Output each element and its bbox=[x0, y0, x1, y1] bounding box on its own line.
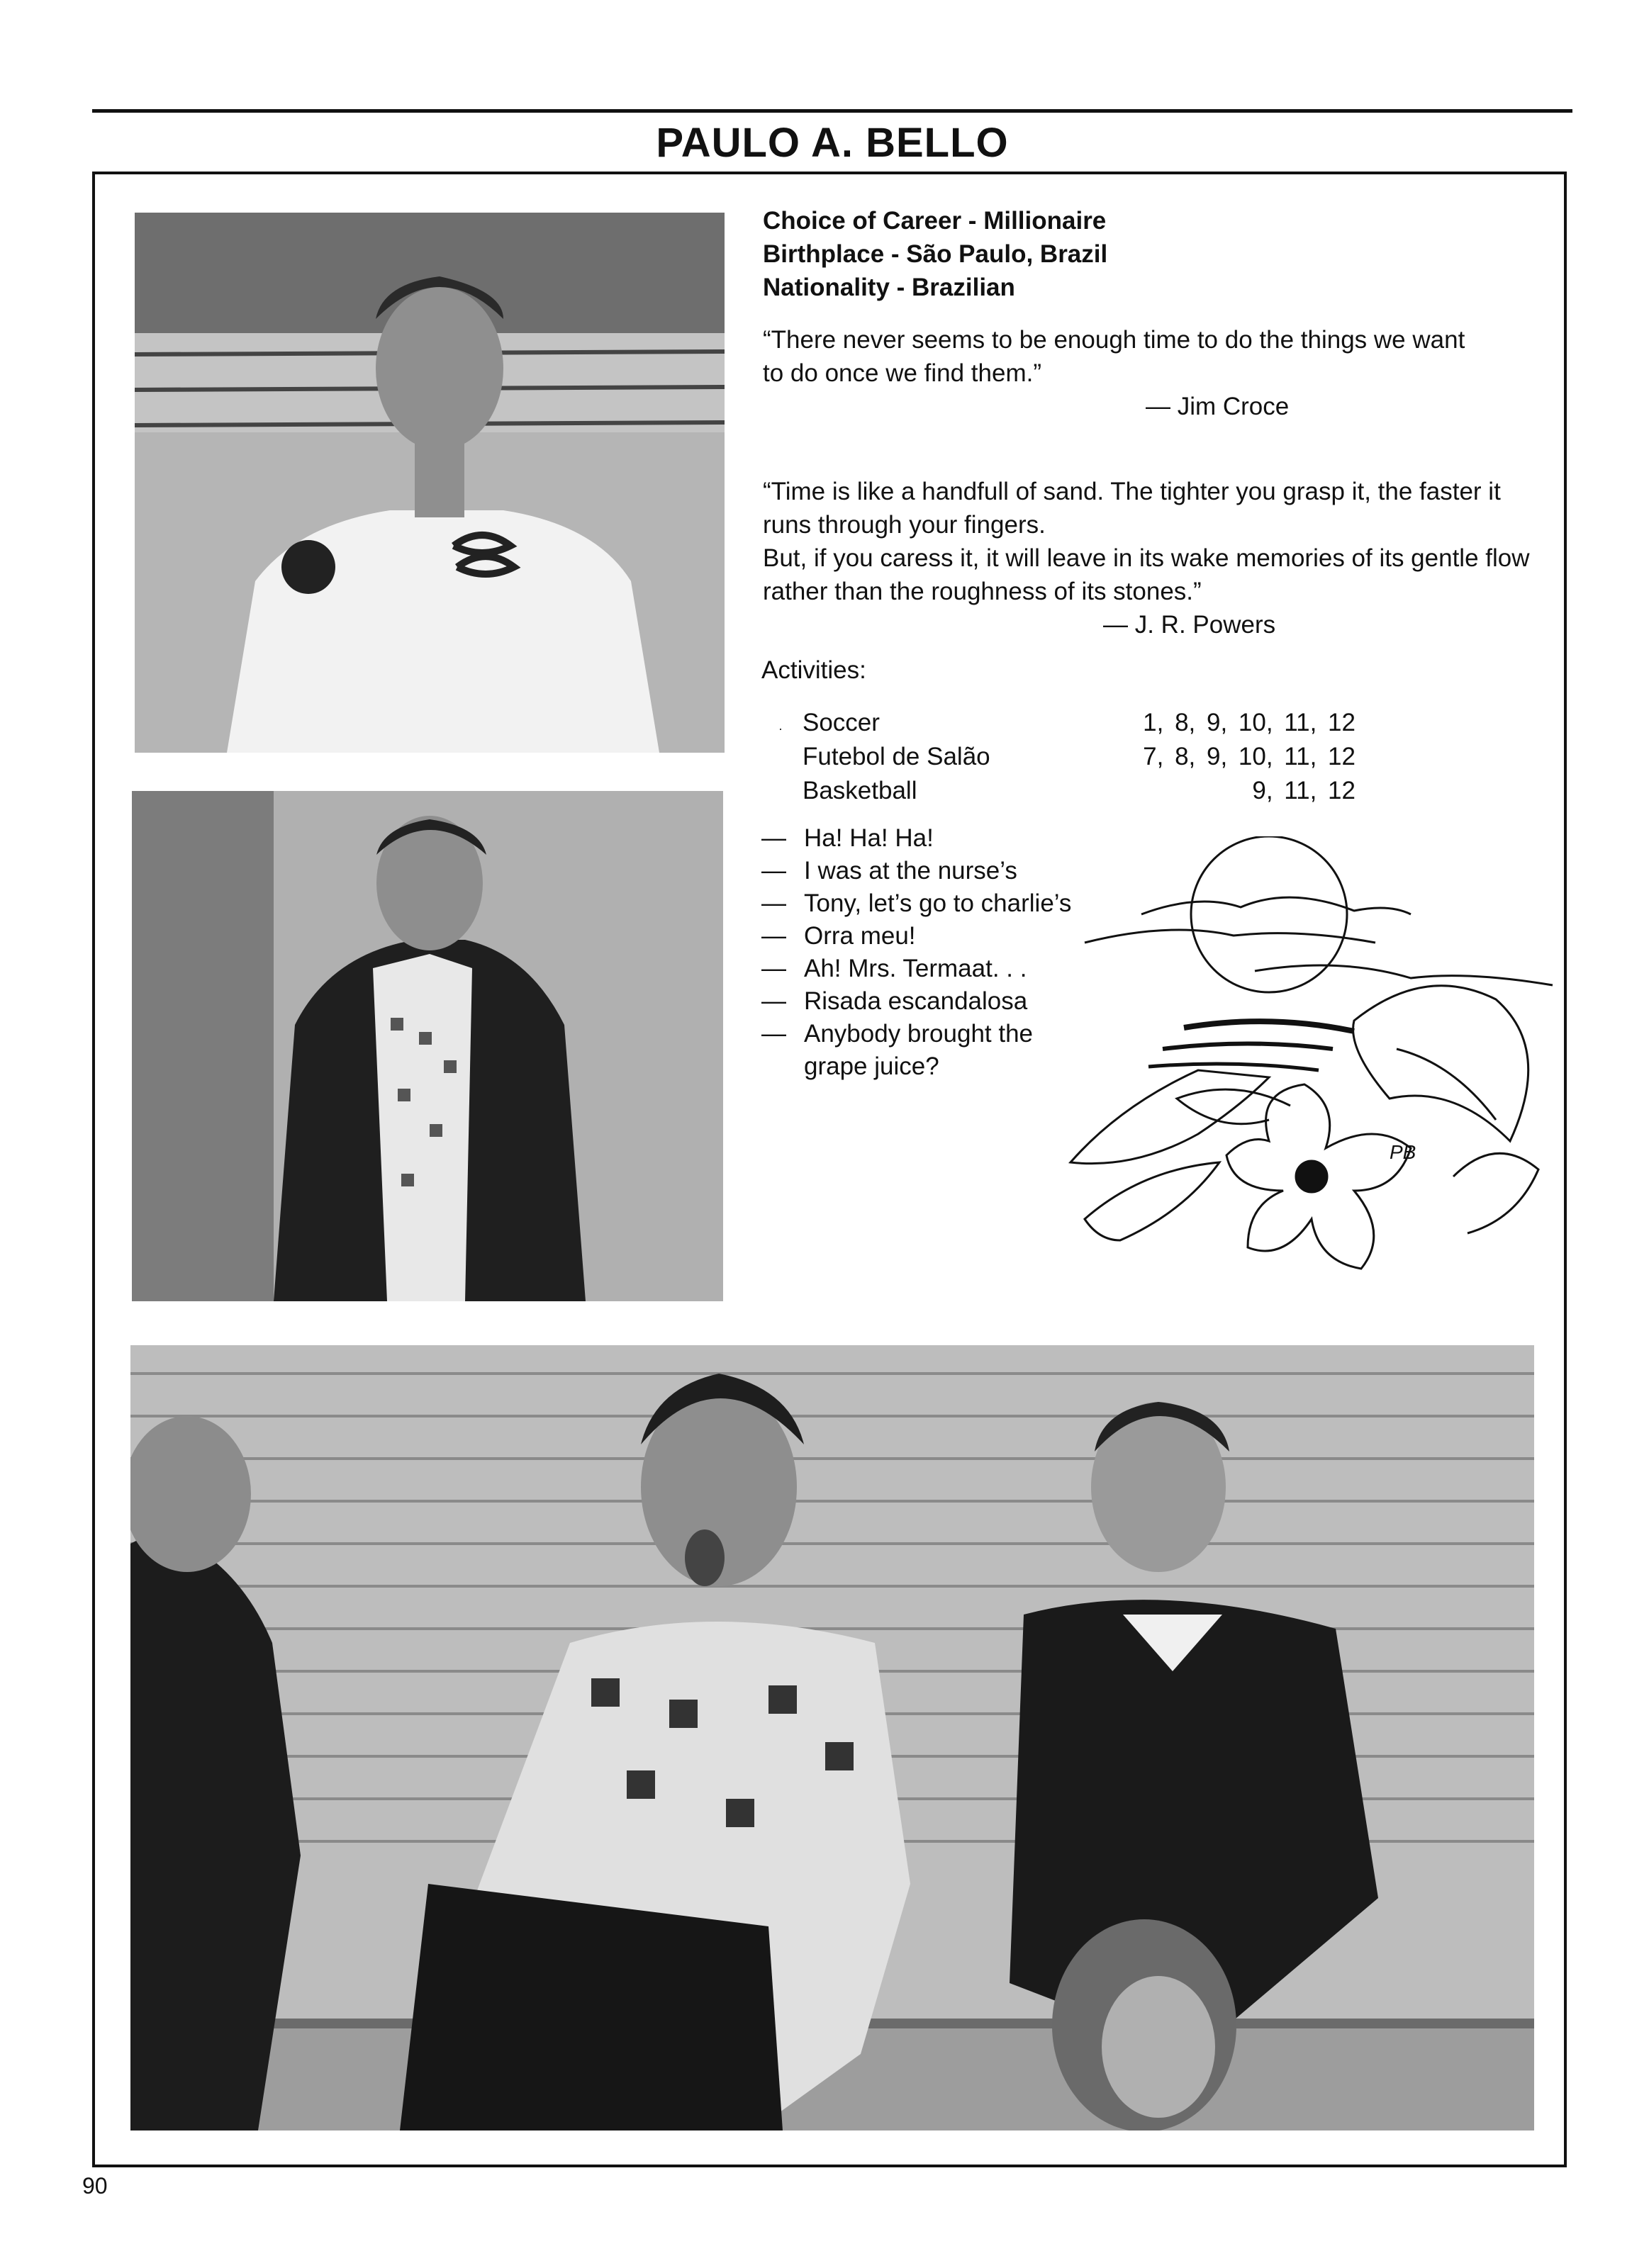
artist-initials: PB bbox=[1390, 1141, 1416, 1163]
quote-croce bbox=[763, 323, 1550, 423]
sayings-list bbox=[761, 822, 1071, 1083]
activity-name: Futebol de Salão bbox=[803, 743, 990, 770]
saying-item: — I was at the nurse’s bbox=[761, 857, 1017, 885]
saying-item: — Risada escandalosa bbox=[761, 987, 1028, 1015]
page-number: 90 bbox=[82, 2173, 108, 2199]
activity-row bbox=[803, 774, 1355, 808]
quote-line: “Time is like a handfull of sand. The tighter you grasp it, the faster it runs through your fingers. bbox=[763, 478, 1501, 539]
activities-list bbox=[803, 706, 1355, 808]
fact-career: Choice of Career - Millionaire bbox=[763, 207, 1107, 235]
portrait-photo-blazer bbox=[132, 791, 723, 1301]
fact-nationality: Nationality - Brazilian bbox=[763, 274, 1015, 301]
bio-facts bbox=[763, 204, 1107, 304]
bullet-dot: · bbox=[778, 722, 783, 736]
quote-author: — Jim Croce bbox=[1146, 393, 1290, 420]
saying-continuation: grape juice? bbox=[804, 1052, 939, 1080]
saying-item: — Ah! Mrs. Termaat. . . bbox=[761, 955, 1027, 982]
saying-item: — Orra meu! bbox=[761, 922, 916, 950]
page-title: PAULO A. BELLO bbox=[656, 120, 1009, 166]
activity-row bbox=[803, 706, 1355, 740]
quote-author: — J. R. Powers bbox=[1103, 611, 1276, 639]
quote-line: But, if you caress it, it will leave in its wake memories of its gentle flow rather than the roughness of its stones.” bbox=[763, 544, 1530, 605]
saying-item: — Anybody brought the bbox=[761, 1020, 1034, 1048]
activity-name: Basketball bbox=[803, 777, 917, 804]
saying-item: — Ha! Ha! Ha! bbox=[761, 824, 934, 852]
top-rule bbox=[92, 109, 1572, 113]
saying-item: — Tony, let’s go to charlie’s bbox=[761, 889, 1072, 917]
quote-line: “There never seems to be enough time to do the things we want bbox=[763, 326, 1465, 354]
quote-line: to do once we find them.” bbox=[763, 359, 1041, 387]
quote-powers bbox=[763, 475, 1550, 641]
group-photo-brick-wall bbox=[130, 1345, 1534, 2131]
activity-row bbox=[803, 740, 1355, 774]
portrait-photo-tshirt bbox=[135, 213, 725, 753]
sunset-hibiscus-drawing bbox=[1056, 836, 1567, 1336]
activity-years: 7, 8, 9, 10, 11, 12 bbox=[1143, 743, 1355, 770]
activity-years: 1, 8, 9, 10, 11, 12 bbox=[1143, 709, 1355, 736]
activity-years: 9, 11, 12 bbox=[1252, 777, 1355, 804]
fact-birthplace: Birthplace - São Paulo, Brazil bbox=[763, 240, 1108, 268]
activities-heading: Activities: bbox=[761, 656, 866, 684]
activity-name: Soccer bbox=[803, 709, 880, 736]
